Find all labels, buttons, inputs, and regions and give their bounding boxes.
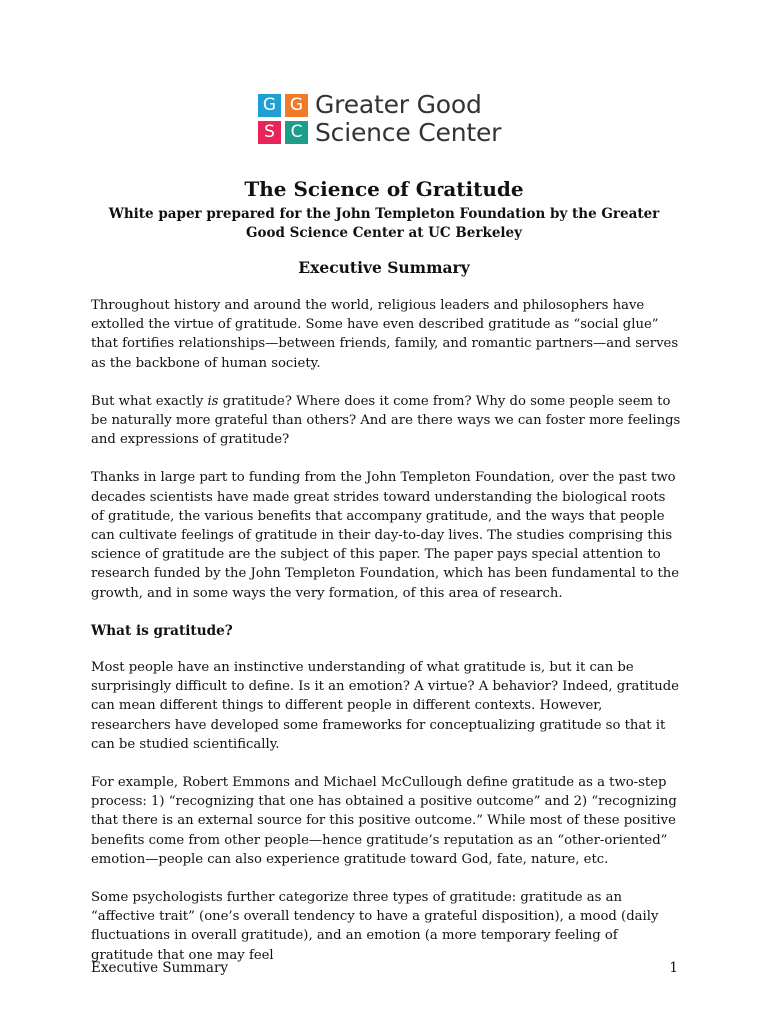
footer-label: Executive Summary bbox=[91, 960, 229, 976]
paragraph-questions-start: But what exactly bbox=[91, 393, 208, 409]
logo-tile-g2: G bbox=[285, 94, 308, 117]
document-subtitle: White paper prepared for the John Templeton Foundation by the Greater Good Science Center at UC Berkeley bbox=[108, 206, 660, 241]
logo-line-2: Science Center bbox=[315, 118, 502, 147]
logo-wordmark bbox=[315, 91, 501, 147]
paragraph-questions bbox=[91, 392, 681, 450]
document-title: The Science of Gratitude bbox=[244, 177, 524, 201]
paragraph-intro: Throughout history and around the world, religious leaders and philosophers have extolled the virtue of gratitude. Some have even described gratitude as “social glue” that fortifies relationships—between friends, family, and romantic partners—and serves as the backbone of human society. bbox=[91, 298, 679, 371]
logo-tile-s: S bbox=[258, 121, 281, 144]
document-body bbox=[91, 296, 681, 984]
logo-line-1: Greater Good bbox=[315, 90, 482, 119]
paragraph-definition: Most people have an instinctive understanding of what gratitude is, but it can be surprisingly difficult to define. Is it an emotion? A virtue? A behavior? Indeed, gratitude can mean different things to different people in different contexts. However, researchers have developed some frameworks for conceptualizing gratitude so that it can be studied scientifically. bbox=[91, 660, 679, 752]
paragraph-questions-rest: gratitude? Where does it come from? Why do some people seem to be naturally more grateful than others? And are there ways we can foster more feelings and expressions of gratitude? bbox=[91, 393, 681, 448]
paragraph-funding: Thanks in large part to funding from the John Templeton Foundation, over the past two decades scientists have made great strides toward understanding the biological roots of gratitude, the various benefits that accompany gratitude, and the ways that people can cultivate feelings of gratitude in their day-to-day lives. The studies comprising this science of gratitude are the subject of this paper. The paper pays special attention to research funded by the John Templeton Foundation, which has been fundamental to the growth, and in some ways the very formation, of this area of research. bbox=[91, 470, 680, 601]
logo-tile-c: C bbox=[285, 121, 308, 144]
page-number: 1 bbox=[669, 960, 678, 976]
logo-tiles bbox=[258, 94, 308, 144]
paragraph-types: Some psychologists further categorize three types of gratitude: gratitude as an “affective trait” (one’s overall tendency to have a grateful disposition), a mood (daily fluctuations in overall gratitude), and an emotion (a more temporary feeling of gratitude that one may feel bbox=[91, 890, 659, 963]
ggsc-logo bbox=[258, 90, 528, 149]
logo-tile-g1: G bbox=[258, 94, 281, 117]
paragraph-example: For example, Robert Emmons and Michael McCullough define gratitude as a two-step process: 1) “recognizing that one has obtained a positive outcome” and 2) “recognizing that there is an external source for this positive outcome.” While most of these positive benefits come from other people—hence gratitude’s reputation as an “other-oriented” emotion—people can also experience gratitude toward God, fate, nature, etc. bbox=[91, 775, 677, 867]
page-footer bbox=[91, 960, 678, 976]
section-heading: Executive Summary bbox=[298, 258, 470, 277]
subheading-what-is-gratitude: What is gratitude? bbox=[91, 622, 233, 639]
emphasis-is: is bbox=[207, 393, 219, 409]
